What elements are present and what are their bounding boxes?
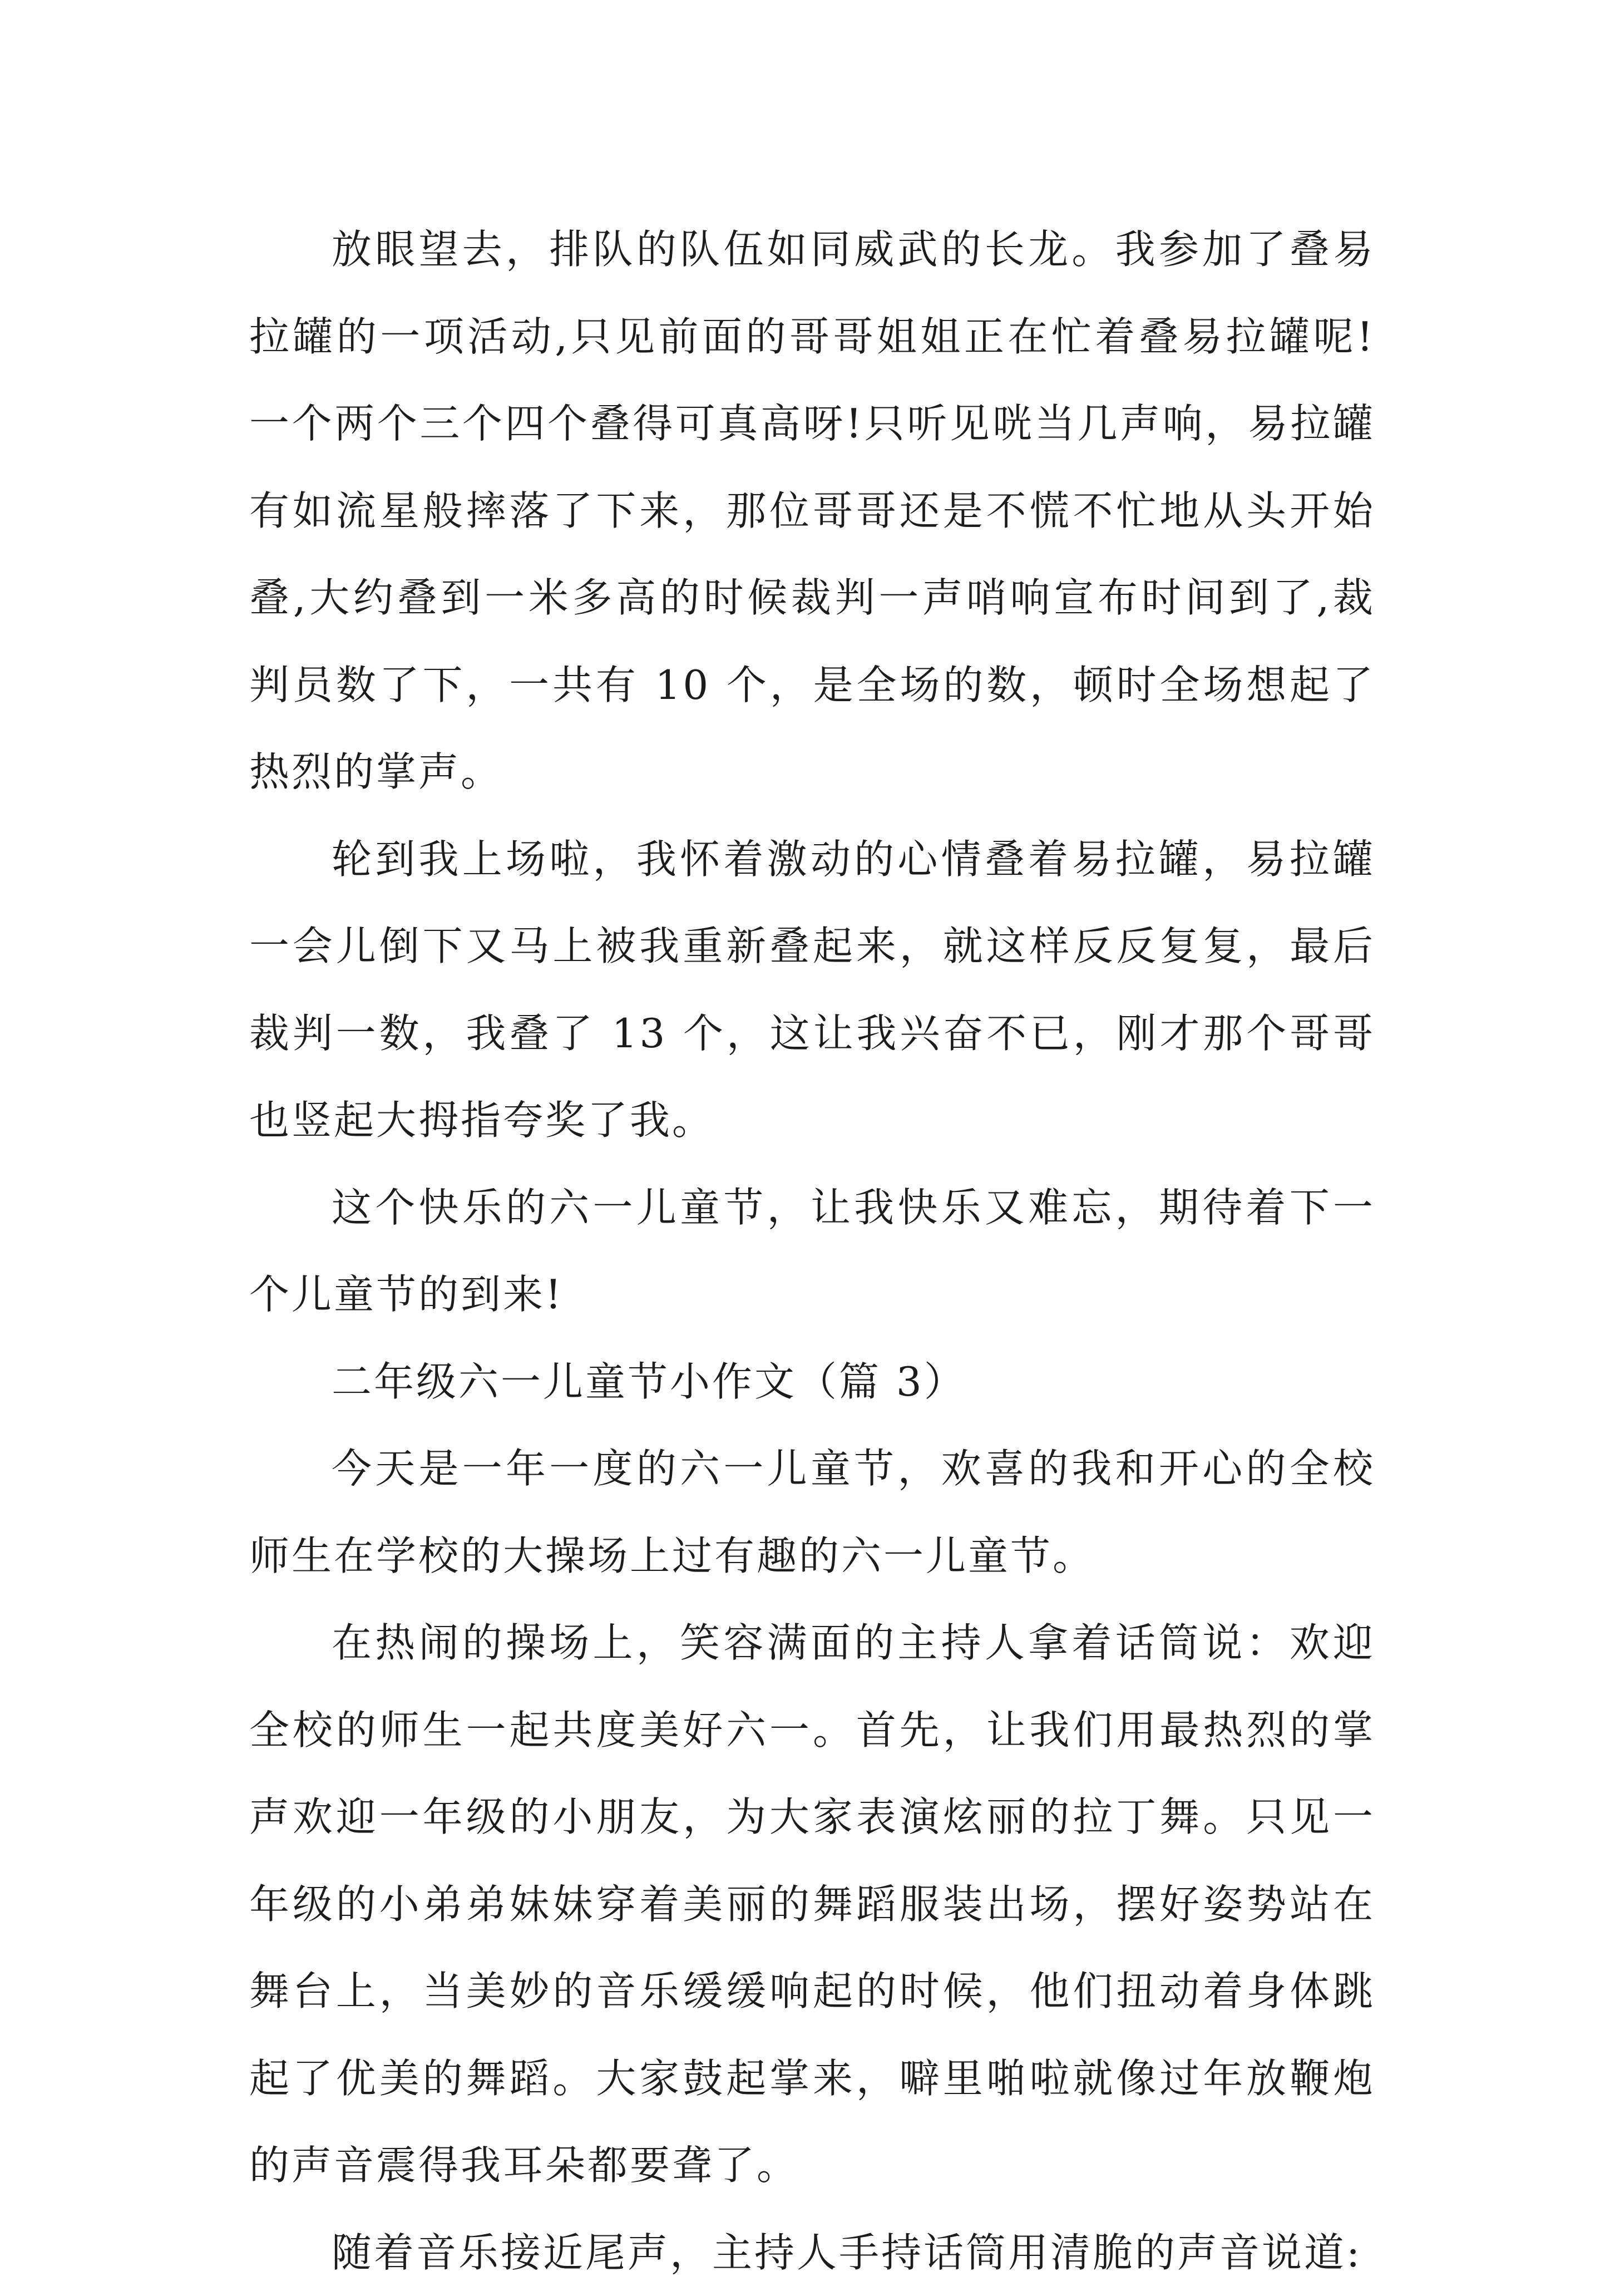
paragraph-2: 轮到我上场啦，我怀着激动的心情叠着易拉罐，易拉罐一会儿倒下又马上被我重新叠起来，就这样反反复复，最后裁判一数，我叠了 13 个，这让我兴奋不已，刚才那个哥哥也竖起大拇指夸奖了我。: [249, 816, 1375, 1164]
section-heading: 二年级六一儿童节小作文（篇 3）: [249, 1338, 1375, 1426]
paragraph-5: 在热闹的操场上，笑容满面的主持人拿着话筒说：欢迎全校的师生一起共度美好六一。首先，让我们用最热烈的掌声欢迎一年级的小朋友，为大家表演炫丽的拉丁舞。只见一年级的小弟弟妹妹穿着美丽的舞蹈服装出场，摆好姿势站在舞台上，当美妙的音乐缓缓响起的时候，他们扭动着身体跳起了优美的舞蹈。大家鼓起掌来，噼里啪啦就像过年放鞭炮的声音震得我耳朵都要聋了。: [249, 1599, 1375, 2209]
document-body: [249, 206, 1375, 2296]
paragraph-3: 这个快乐的六一儿童节，让我快乐又难忘，期待着下一个儿童节的到来!: [249, 1164, 1375, 1338]
paragraph-6: 随着音乐接近尾声，主持人手持话筒用清脆的声音说道:: [249, 2209, 1375, 2296]
paragraph-4: 今天是一年一度的六一儿童节，欢喜的我和开心的全校师生在学校的大操场上过有趣的六一儿童节。: [249, 1425, 1375, 1599]
paragraph-1: 放眼望去，排队的队伍如同威武的长龙。我参加了叠易拉罐的一项活动,只见前面的哥哥姐姐正在忙着叠易拉罐呢!一个两个三个四个叠得可真高呀!只听见咣当几声响，易拉罐有如流星般摔落了下来，那位哥哥还是不慌不忙地从头开始叠,大约叠到一米多高的时候裁判一声哨响宣布时间到了,裁判员数了下，一共有 10 个，是全场的数，顿时全场想起了热烈的掌声。: [249, 206, 1375, 816]
